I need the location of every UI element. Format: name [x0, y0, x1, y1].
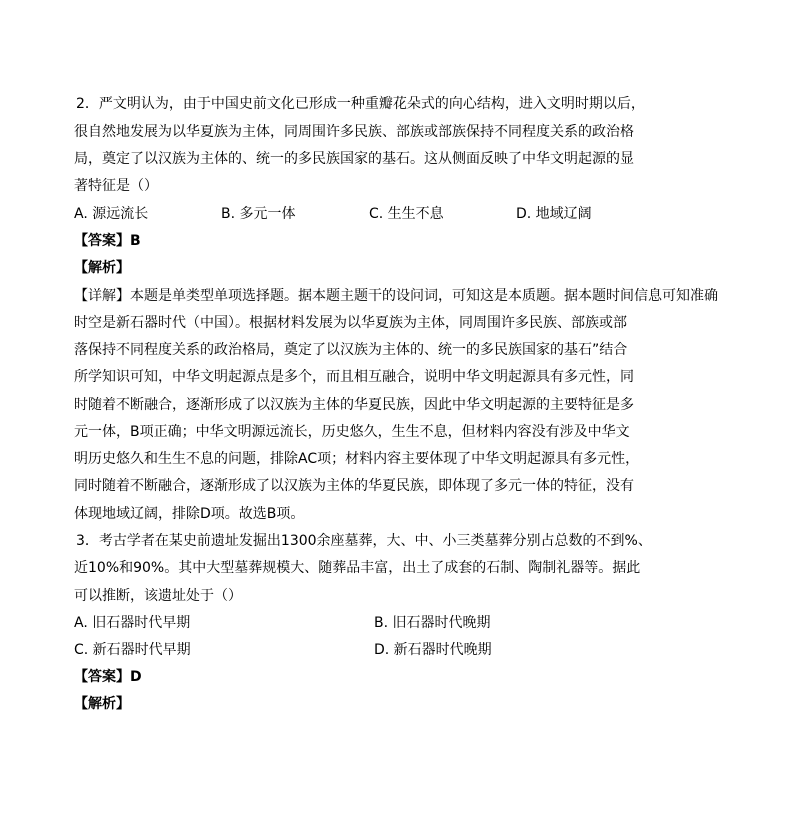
q3-option-a: A. 旧石器时代早期	[74, 615, 191, 631]
q2-answer: 【答案】B	[74, 233, 141, 249]
q2-option-b: B. 多元一体	[221, 206, 296, 222]
q3-stem-line-2: 近10%和90%。其中大型墓葬规模大、随葬品丰富，出土了成套的石制、陶制礼器等。据此	[74, 560, 641, 576]
q2-detail-line-4: 所学知识可知，中华文明起源点是多个，而且相互融合，说明中华文明起源具有多元性，同	[74, 369, 634, 385]
q2-detail-line-8: 同时随着不断融合，逐渐形成了以汉族为主体的华夏民族，即体现了多元一体的特征，没有	[74, 478, 634, 494]
q2-detail-line-2: 时空是新石器时代（中国）。根据材料发展为以华夏族为主体，同周围许多民族、部族或部	[74, 315, 627, 331]
q2-detail-line-6: 元一体，B项正确；中华文明源远流长，历史悠久，生生不息，但材料内容没有涉及中华文	[74, 424, 630, 440]
q2-detail-line-1: 【详解】本题是单类型单项选择题。据本题主题干的设问词，可知这是本质题。据本题时间信息可知准确	[74, 288, 718, 304]
q3-option-d: D. 新石器时代晚期	[374, 642, 492, 658]
q3-analysis-label: 【解析】	[74, 696, 130, 712]
q2-option-d: D. 地域辽阔	[516, 206, 592, 222]
q2-analysis-label: 【解析】	[74, 260, 130, 276]
q2-detail-line-3: 落保持不同程度关系的政治格局，奠定了以汉族为主体的、统一的多民族国家的基石”结合	[74, 342, 628, 358]
q3-option-c: C. 新石器时代早期	[74, 642, 191, 658]
q3-stem-line-1: 3．考古学者在某史前遗址发掘出1300余座墓葬，大、中、小三类墓葬分别占总数的不到%、	[76, 533, 652, 549]
q2-detail-line-9: 体现地域辽阔，排除D项。故选B项。	[74, 506, 305, 522]
q2-stem-line-4: 著特征是（）	[74, 178, 158, 194]
q2-stem-line-1: 2．严文明认为，由于中国史前文化已形成一种重瓣花朵式的向心结构，进入文明时期以后，	[76, 96, 645, 112]
q3-option-b: B. 旧石器时代晚期	[374, 615, 491, 631]
q2-stem-line-3: 局，奠定了以汉族为主体的、统一的多民族国家的基石。这从侧面反映了中华文明起源的显	[74, 151, 634, 167]
q3-stem-line-3: 可以推断，该遗址处于（）	[74, 588, 242, 604]
q2-detail-line-7: 明历史悠久和生生不息的问题，排除AC项；材料内容主要体现了中华文明起源具有多元性，	[74, 451, 640, 467]
q2-option-c: C. 生生不息	[369, 206, 444, 222]
q2-option-a: A. 源远流长	[74, 206, 149, 222]
q2-stem-line-2: 很自然地发展为以华夏族为主体，同周围许多民族、部族或部族保持不同程度关系的政治格	[74, 124, 634, 140]
q3-answer: 【答案】D	[74, 669, 142, 685]
q2-detail-line-5: 时随着不断融合，逐渐形成了以汉族为主体的华夏民族，因此中华文明起源的主要特征是多	[74, 397, 634, 413]
